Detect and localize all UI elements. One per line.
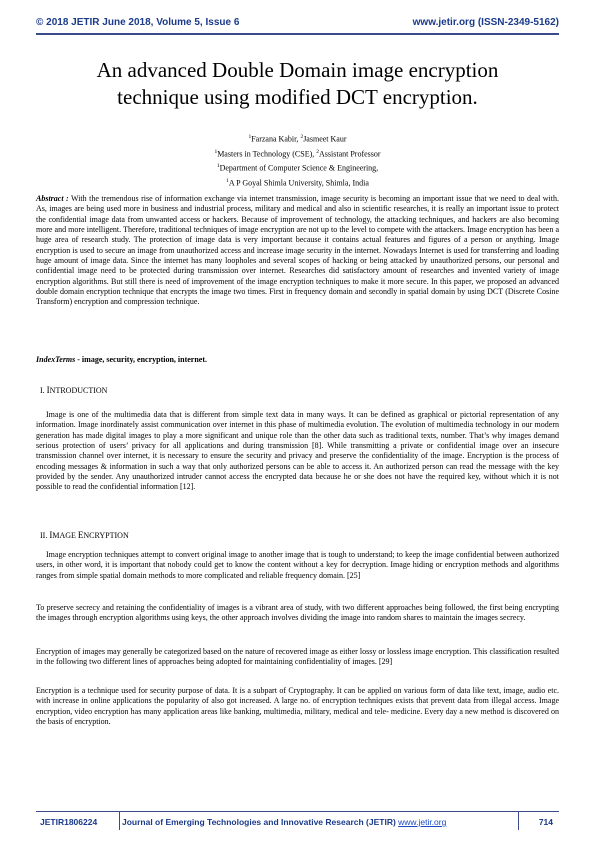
intro-paragraph: Image is one of the multimedia data that is different from simple text data in many ways. It can be defined as graphical or pictorial representation of any information. Image inordinately assist communication over internet in this phase of multimedia evolution. The evolution of multimedia technology in our modern generation has made digital images to play a more significant and unique role than the other data such as traditional texts, number. That’s why images demand serious protection of users’ privacy for all applications and during transmission [8]. While transmitting a private or confidential image over an insecure transmission channel over internet, it is necessary to ensure the security and privacy and preserve the confidentiality of the image. Encryption is the process of encoding messages & information in such a way that only authorized persons can be able to access it. An authorized person can read the message with the key provided by the sender. Any unauthorized intruder cannot access the encrypted data because he or she does not have the required key, without which it is not possible to read the confidential information [12]. xyxy=(36,410,559,492)
section-heading-image-encryption xyxy=(40,530,129,540)
header-divider xyxy=(36,33,559,35)
encryption-paragraph-3: Encryption of images may generally be categorized based on the nature of recovered image as either lossy or lossless image encryption. This classification resulted in the following two different lines of approaches being adopted for maintaining confidentiality of images. [29] xyxy=(36,647,559,667)
header-copyright: © 2018 JETIR June 2018, Volume 5, Issue 6 xyxy=(36,17,240,28)
encryption-paragraph-4: Encryption is a technique used for security purpose of data. It is a subpart of Cryptography. It can be applied on various form of data like text, image, audio etc. with increase in online applications the popularity of also got increased. A large no. of encryption techniques exists that prevent data from illegal access. Image encryption, video encryption has many application areas like banking, multimedia, military, medical and tele- medicine. Every day a new method is discovered on the basis of encryption. xyxy=(36,686,559,727)
footer-journal xyxy=(122,817,446,827)
affil-marker: 1 xyxy=(216,163,220,170)
section-heading-introduction xyxy=(40,385,107,395)
author-university xyxy=(40,175,555,190)
section-number: I. xyxy=(40,386,47,395)
footer-paper-id: JETIR1806224 xyxy=(40,817,98,827)
affil-marker: 1 xyxy=(226,177,229,184)
footer-page-number: 714 xyxy=(538,817,553,827)
heading-initial: E xyxy=(77,530,84,540)
affil-marker: 2 xyxy=(316,148,319,155)
footer-separator xyxy=(518,812,519,830)
title-line-2: technique using modified DCT encryption. xyxy=(117,85,478,109)
index-terms xyxy=(36,355,559,365)
encryption-paragraph-2: To preserve secrecy and retaining the confidentiality of images is a vibrant area of study, with two different approaches being followed, the first being encrypting the images through encryption algorithms using keys, the other approach involves dividing the image into random shares to maintain the images secrecy. xyxy=(36,603,559,623)
heading-initial: I xyxy=(46,385,50,395)
footer-journal-name: Journal of Emerging Technologies and Innovative Research (JETIR) xyxy=(122,817,399,827)
index-terms-text: - image, security, encryption, internet. xyxy=(75,355,208,364)
author-block xyxy=(40,131,555,190)
section-number: II. xyxy=(40,531,50,540)
abstract-label: Abstract : xyxy=(36,194,69,203)
encryption-paragraph-1: Image encryption techniques attempt to convert original image to another image that is tough to understand; to keep the image confidential between authorized users, in other word, it is important that nobody could get to know the content without a key for decryption. Image hiding or encryption methods and algorithms ranges from simple spatial domain methods to more complicated and reliable frequency domain. [25] xyxy=(36,550,559,580)
index-terms-label: IndexTerms xyxy=(36,355,76,364)
role-2: Assistant Professor xyxy=(319,149,381,159)
university: A P Goyal Shimla University, Shimla, India xyxy=(228,178,369,188)
footer-link[interactable]: www.jetir.org xyxy=(398,817,447,827)
heading-initial: I xyxy=(49,530,53,540)
author-roles xyxy=(40,146,555,161)
heading-rest: NTRODUCTION xyxy=(49,386,108,395)
abstract xyxy=(36,194,559,308)
author-2: Jasmeet Kaur xyxy=(303,134,347,144)
title-line-1: An advanced Double Domain image encryption xyxy=(96,58,499,82)
role-1: Masters in Technology (CSE), xyxy=(217,149,317,159)
footer-separator xyxy=(119,812,120,830)
heading-rest: MAGE xyxy=(52,531,78,540)
paper-title xyxy=(40,57,555,111)
affil-marker: 1 xyxy=(248,134,252,140)
footer-divider xyxy=(36,811,559,812)
affil-marker: 2 xyxy=(300,134,304,140)
author-names xyxy=(40,131,555,146)
affil-marker: 1 xyxy=(214,148,218,155)
author-1: Farzana Kabir, xyxy=(251,134,301,144)
department: Department of Computer Science & Engineering, xyxy=(219,163,379,173)
author-department xyxy=(40,160,555,175)
heading-rest: NCRYPTION xyxy=(83,531,129,540)
abstract-text: With the tremendous rise of information exchange via internet transmission, image security is becoming an important issue that we need to deal with. As, images are being used more in business and industrial process, military and medical and also in scientific researches, it is really an important issue to protect the confidential image data from unwanted access or hackers. Because of improvement of technology, the attacking techniques, and hackers are also becoming more and more intelligent. Therefore, traditional techniques of image encryption are not up to the level to compete with the attackers. Image encryption has been a huge area of research study. The protection of image data is very important because it contains actual features and figures of a person or anything. Image encryption is used to secure an image from unauthorized access and increase image security in the internet. Nowadays Internet is used for transferring and loading huge amount of image data. Since the internet has many loopholes and several scopes of hacking or being attacked by unauthorized persons, our personal and confidential image need to be protected during transmission over internet. Researches did satisfactory amount of researches and invented variety of image encryption algorithms. But still there is need of improvement of the image encryption techniques to make it more secure. In this paper, we proposed an advanced double domain encryption technique that encrypts the image two times. First in frequency domain and secondly in spatial domain by using DCT (Discrete Cosine Transform) encryption and compression technique. xyxy=(36,194,559,307)
header-issn: www.jetir.org (ISSN-2349-5162) xyxy=(412,17,559,28)
